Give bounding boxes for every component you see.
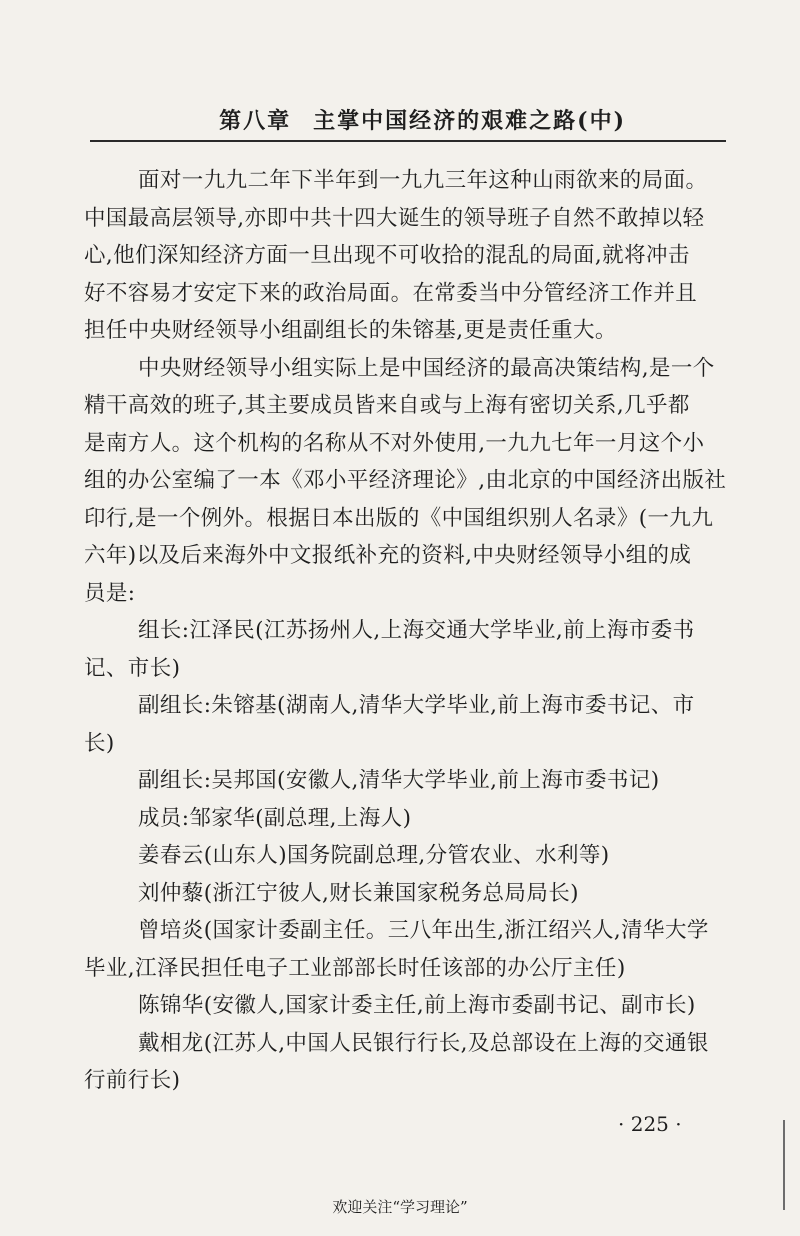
chapter-label: 第八章: [219, 108, 292, 134]
text-line: 姜春云(山东人)国务院副总理,分管农业、水利等): [138, 843, 610, 868]
chapter-title: 主掌中国经济的艰难之路(中): [313, 108, 626, 134]
text-line: 行前行长): [84, 1068, 181, 1093]
text-line: 记、市长): [84, 655, 181, 681]
text-line: 组长:江泽民(江苏扬州人,上海交通大学毕业,前上海市委书: [138, 618, 695, 643]
text-line: 中国最高层领导,亦即中共十四大诞生的领导班子自然不敢掉以轻: [84, 205, 705, 231]
header-text: [219, 104, 626, 135]
text-line: 是南方人。这个机构的名称从不对外使用,一九九七年一月这个小: [84, 430, 705, 456]
text-line: 长): [84, 730, 115, 756]
text-line: 戴相龙(江苏人,中国人民银行行长,及总部设在上海的交通银: [138, 1030, 709, 1056]
body-text: [84, 162, 730, 1100]
text-line: 毕业,江泽民担任电子工业部部长时任该部的办公厅主任): [84, 955, 626, 981]
text-line: 印行,是一个例外。根据日本出版的《中国组织别人名录》(一九九: [84, 505, 714, 531]
text-line: 担任中央财经领导小组副组长的朱镕基,更是责任重大。: [84, 318, 617, 343]
text-line: 六年)以及后来海外中文报纸补充的资料,中央财经领导小组的成: [84, 543, 692, 568]
text-line: 精干高效的班子,其主要成员皆来自或与上海有密切关系,几乎都: [84, 393, 690, 418]
text-line: 面对一九九二年下半年到一九九三年这种山雨欲来的局面。: [138, 168, 708, 193]
text-line: 心,他们深知经济方面一旦出现不可收拾的混乱的局面,就将冲击: [84, 243, 690, 268]
text-line: 副组长:朱镕基(湖南人,清华大学毕业,前上海市委书记、市: [138, 693, 695, 718]
scan-edge-mark: [783, 1120, 785, 1210]
page-number: · 225 ·: [618, 1112, 682, 1136]
text-line: 好不容易才安定下来的政治局面。在常委当中分管经济工作并且: [84, 280, 698, 306]
text-line: 成员:邹家华(副总理,上海人): [138, 805, 412, 831]
text-line: 刘仲藜(浙江宁彼人,财长兼国家税务总局局长): [138, 880, 579, 906]
text-line: 员是:: [84, 580, 136, 606]
text-line: 中央财经领导小组实际上是中国经济的最高决策结构,是一个: [138, 355, 715, 381]
text-line: 副组长:吴邦国(安徽人,清华大学毕业,前上海市委书记): [138, 768, 660, 793]
running-header: [90, 100, 726, 142]
text-line: 陈锦华(安徽人,国家计委主任,前上海市委副书记、副市长): [138, 993, 696, 1018]
footer-note: 欢迎关注“学习理论”: [332, 1198, 468, 1216]
text-line: 曾培炎(国家计委副主任。三八年出生,浙江绍兴人,清华大学: [138, 918, 709, 943]
text-line: 组的办公室编了一本《邓小平经济理论》,由北京的中国经济出版社: [84, 468, 727, 493]
